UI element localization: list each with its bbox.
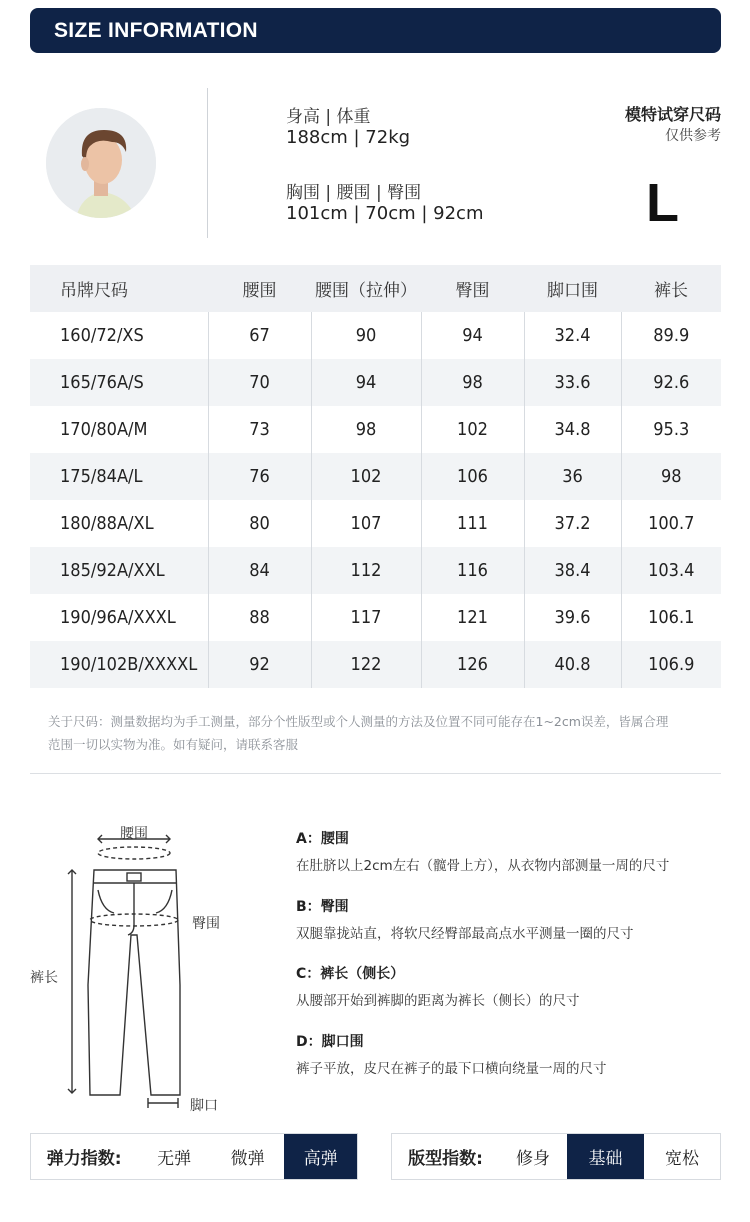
table-cell: 94 <box>311 359 421 406</box>
table-cell: 126 <box>421 641 524 688</box>
table-cell: 67 <box>208 312 311 359</box>
fit-option[interactable]: 修身 <box>516 1149 550 1169</box>
definition-desc: 在肚脐以上2cm左右（髋骨上方），从衣物内部测量一周的尺寸 <box>296 858 670 874</box>
table-row <box>30 359 721 406</box>
fit-option-selected[interactable]: 基础 <box>567 1134 644 1179</box>
table-row <box>30 594 721 641</box>
definition-item <box>296 963 726 1009</box>
definition-title: A：腰围 <box>296 831 349 847</box>
definition-item <box>296 896 726 942</box>
table-cell: 70 <box>208 359 311 406</box>
table-cell: 170/80A/M <box>30 406 208 453</box>
table-header-row <box>30 265 721 312</box>
table-cell: 106.9 <box>621 641 721 688</box>
definition-title: D：脚口围 <box>296 1034 364 1050</box>
table-cell: 165/76A/S <box>30 359 208 406</box>
size-table <box>30 265 721 688</box>
model-avatar <box>46 108 156 218</box>
section-header <box>30 8 721 53</box>
height-weight-label: 身高 | 体重 <box>286 107 371 127</box>
table-header-cell: 脚口围 <box>524 265 621 312</box>
hem-label: 脚口 <box>190 1098 218 1114</box>
fit-index <box>391 1133 721 1180</box>
table-cell: 180/88A/XL <box>30 500 208 547</box>
table-cell: 38.4 <box>524 547 621 594</box>
length-label: 裤长 <box>30 970 58 986</box>
table-cell: 92 <box>208 641 311 688</box>
table-cell: 90 <box>311 312 421 359</box>
table-cell: 190/102B/XXXXL <box>30 641 208 688</box>
table-row <box>30 406 721 453</box>
table-cell: 185/92A/XXL <box>30 547 208 594</box>
definition-title: B：臀围 <box>296 899 349 915</box>
definition-desc: 从腰部开始到裤脚的距离为裤长（侧长）的尺寸 <box>296 993 580 1009</box>
table-cell: 95.3 <box>621 406 721 453</box>
note-line: 范围一切以实物为准。如有疑问，请联系客服 <box>48 737 299 752</box>
section-title: SIZE INFORMATION <box>54 18 258 42</box>
elasticity-option[interactable]: 微弹 <box>230 1149 265 1169</box>
table-cell: 39.6 <box>524 594 621 641</box>
model-size-note-sub: 仅供参考 <box>665 128 721 144</box>
table-cell: 111 <box>421 500 524 547</box>
model-portrait-icon <box>46 108 156 218</box>
table-cell: 160/72/XS <box>30 312 208 359</box>
table-row <box>30 312 721 359</box>
fit-option[interactable]: 宽松 <box>665 1149 699 1169</box>
table-cell: 76 <box>208 453 311 500</box>
measurement-note <box>48 710 718 756</box>
table-cell: 103.4 <box>621 547 721 594</box>
pants-diagram <box>30 815 270 1125</box>
table-header-cell: 腰围 <box>208 265 311 312</box>
table-cell: 100.7 <box>621 500 721 547</box>
table-cell: 98 <box>621 453 721 500</box>
table-cell: 117 <box>311 594 421 641</box>
model-size: L <box>646 173 679 233</box>
table-cell: 190/96A/XXXL <box>30 594 208 641</box>
table-cell: 102 <box>311 453 421 500</box>
definition-item <box>296 828 726 874</box>
table-cell: 88 <box>208 594 311 641</box>
elasticity-index <box>30 1133 358 1180</box>
table-cell: 102 <box>421 406 524 453</box>
table-cell: 40.8 <box>524 641 621 688</box>
table-row <box>30 641 721 688</box>
table-cell: 33.6 <box>524 359 621 406</box>
note-line: 关于尺码：测量数据均为手工测量，部分个性版型或个人测量的方法及位置不同可能存在1~2cm误差，皆属合理 <box>48 714 669 729</box>
table-cell: 32.4 <box>524 312 621 359</box>
fit-title: 版型指数: <box>408 1149 483 1169</box>
definition-item <box>296 1031 726 1077</box>
hip-label: 臀围 <box>192 916 220 932</box>
table-cell: 94 <box>421 312 524 359</box>
definition-title: C：裤长（侧长） <box>296 966 405 982</box>
table-cell: 34.8 <box>524 406 621 453</box>
waist-label: 腰围 <box>120 826 148 842</box>
height-weight-value: 188cm | 72kg <box>286 127 411 148</box>
table-row <box>30 500 721 547</box>
model-info <box>30 88 721 243</box>
table-row <box>30 453 721 500</box>
section-divider <box>30 773 721 774</box>
table-cell: 121 <box>421 594 524 641</box>
table-cell: 106 <box>421 453 524 500</box>
table-row <box>30 547 721 594</box>
table-header-cell: 吊牌尺码 <box>30 265 208 312</box>
table-cell: 112 <box>311 547 421 594</box>
pants-outline-icon <box>30 815 270 1125</box>
table-cell: 107 <box>311 500 421 547</box>
model-size-note-title: 模特试穿尺码 <box>624 105 721 124</box>
table-cell: 92.6 <box>621 359 721 406</box>
table-cell: 37.2 <box>524 500 621 547</box>
table-cell: 80 <box>208 500 311 547</box>
table-cell: 36 <box>524 453 621 500</box>
table-cell: 98 <box>421 359 524 406</box>
table-cell: 116 <box>421 547 524 594</box>
vertical-divider <box>207 88 208 238</box>
bust-waist-hip-value: 101cm | 70cm | 92cm <box>286 203 484 224</box>
table-cell: 73 <box>208 406 311 453</box>
table-header-cell: 腰围（拉伸） <box>311 265 421 312</box>
table-header-cell: 裤长 <box>621 265 721 312</box>
table-cell: 84 <box>208 547 311 594</box>
definition-desc: 裤子平放，皮尺在裤子的最下口横向绕量一周的尺寸 <box>296 1061 607 1077</box>
table-cell: 89.9 <box>621 312 721 359</box>
table-cell: 122 <box>311 641 421 688</box>
table-cell: 106.1 <box>621 594 721 641</box>
table-cell: 98 <box>311 406 421 453</box>
table-cell: 175/84A/L <box>30 453 208 500</box>
elasticity-title: 弹力指数: <box>46 1149 122 1169</box>
elasticity-option[interactable]: 无弹 <box>157 1149 192 1169</box>
table-header-cell: 臀围 <box>421 265 524 312</box>
definition-desc: 双腿靠拢站直，将软尺经臀部最高点水平测量一圈的尺寸 <box>296 926 634 942</box>
bust-waist-hip-label: 胸围 | 腰围 | 臀围 <box>286 183 422 203</box>
elasticity-option-selected[interactable]: 高弹 <box>284 1134 357 1179</box>
